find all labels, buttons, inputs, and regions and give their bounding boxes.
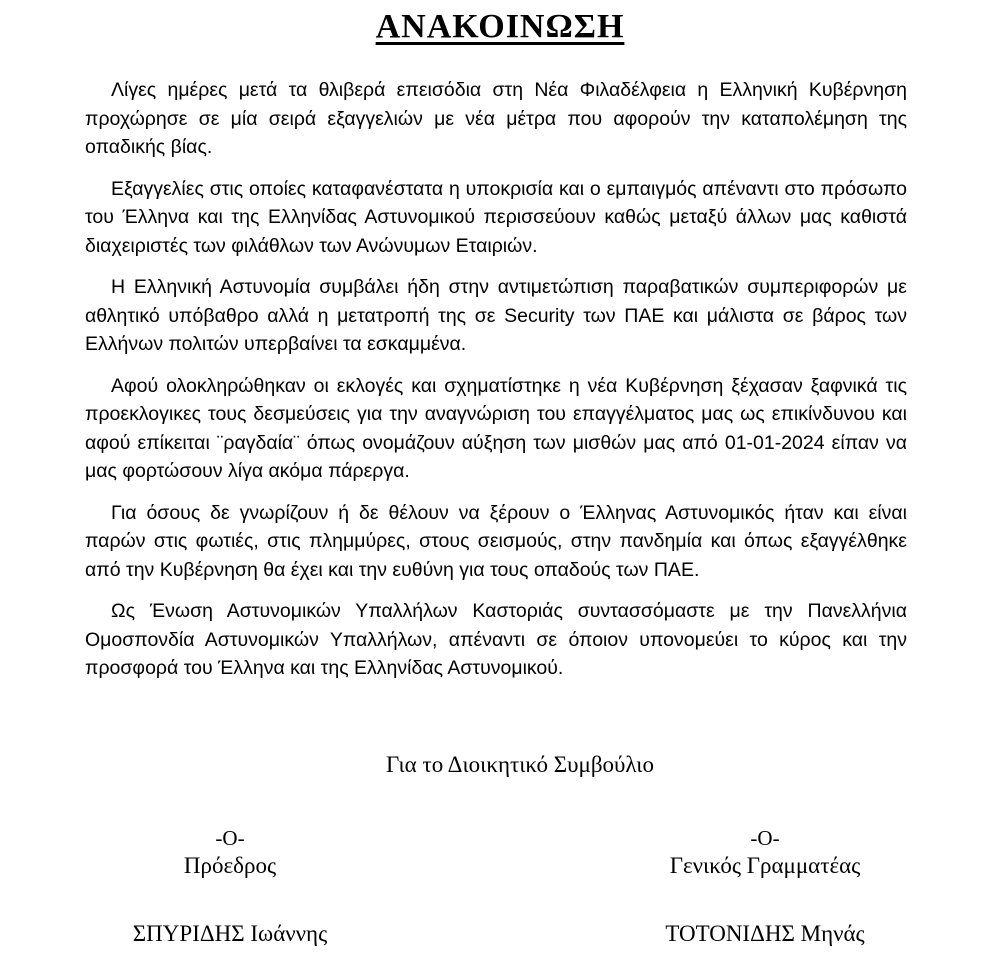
president-dash-o: -Ο- <box>215 826 245 850</box>
paragraph-6: Ως Ένωση Αστυνομικών Υπαλλήλων Καστοριάς συντασσόμαστε με την Πανελλήνια Ομοσπονδία Αστυνομικών Υπαλλήλων, απέναντι σε όποιον υπονομεύει το κύρος και την προσφορά του Έλληνα και της Ελληνίδας Αστυνομικού. <box>85 600 907 679</box>
paragraph-2: Εξαγγελίες στις οποίες καταφανέστατα η υποκρισία και ο εμπαιγμός απέναντι στο πρόσωπο του Έλληνα και της Ελληνίδας Αστυνομικού περισσεύουν καθώς μεταξύ άλλων μας καθιστά διαχειριστές των φιλάθλων των Ανώνυμων Εταιριών. <box>85 177 907 257</box>
president-role-label: Πρόεδρος <box>183 853 277 878</box>
president-name: ΣΠΥΡΙΔΗΣ Ιωάννης <box>132 921 328 946</box>
secretary-role-label: Γενικός Γραμματέας <box>669 853 861 878</box>
paragraph-3: Η Ελληνική Αστυνομία συμβάλει ήδη στην αντιμετώπιση παραβατικών συμπεριφορών με αθλητικό υπόβαθρο αλλά η μετατροπή της σε Security των ΠΑΕ και μάλιστα σε βάρος των Ελλήνων πολιτών υπερβαίνει τα εσκαμμένα. <box>85 276 907 355</box>
paragraph-5: Για όσους δε γνωρίζουν ή δε θέλουν να ξέρουν ο Έλληνας Αστυνομικός ήταν και είναι παρών στις φωτιές, στις πλημμύρες, στους σεισμούς, στην πανδημία και όπως εξαγγέλθηκε από την Κυβέρνηση θα έχει και την ευθύνη για τους οπαδούς των ΠΑΕ. <box>85 501 907 581</box>
closing-line: Για το Διοικητικό Συμβούλιο <box>385 752 654 777</box>
paragraph-1: Λίγες ημέρες μετά τα θλιβερά επεισόδια στη Νέα Φιλαδέλφεια η Ελληνική Κυβέρνηση προχώρησε σε μία σειρά εξαγγελιών με νέα μέτρα που αφορούν την καταπολέμηση της οπαδικής βίας. <box>85 79 907 158</box>
document-title <box>0 8 1000 46</box>
secretary-dash-o: -Ο- <box>750 826 780 850</box>
paragraph-4: Αφού ολοκληρώθηκαν οι εκλογές και σχηματίστηκε η νέα Κυβέρνηση ξέχασαν ξαφνικά τις προεκλογικες τους δεσμεύσεις για την αναγνώριση του επαγγέλματος μας ως επικίνδυνου και αφού επίκειται ¨ραγδαία¨ όπως ονομάζουν αύξηση των μισθών μας από 01-01-2024 είπαν να μας φορτώσουν λίγα ακόμα πάρεργα. <box>85 374 907 482</box>
signature-block-president <box>115 826 345 946</box>
signature-block-secretary <box>645 826 885 946</box>
document-body <box>85 76 907 696</box>
document-title-text: ΑΝΑΚΟΙΝΩΣΗ <box>375 8 625 45</box>
secretary-name: ΤΟΤΟΝΙΔΗΣ Μηνάς <box>665 921 865 946</box>
